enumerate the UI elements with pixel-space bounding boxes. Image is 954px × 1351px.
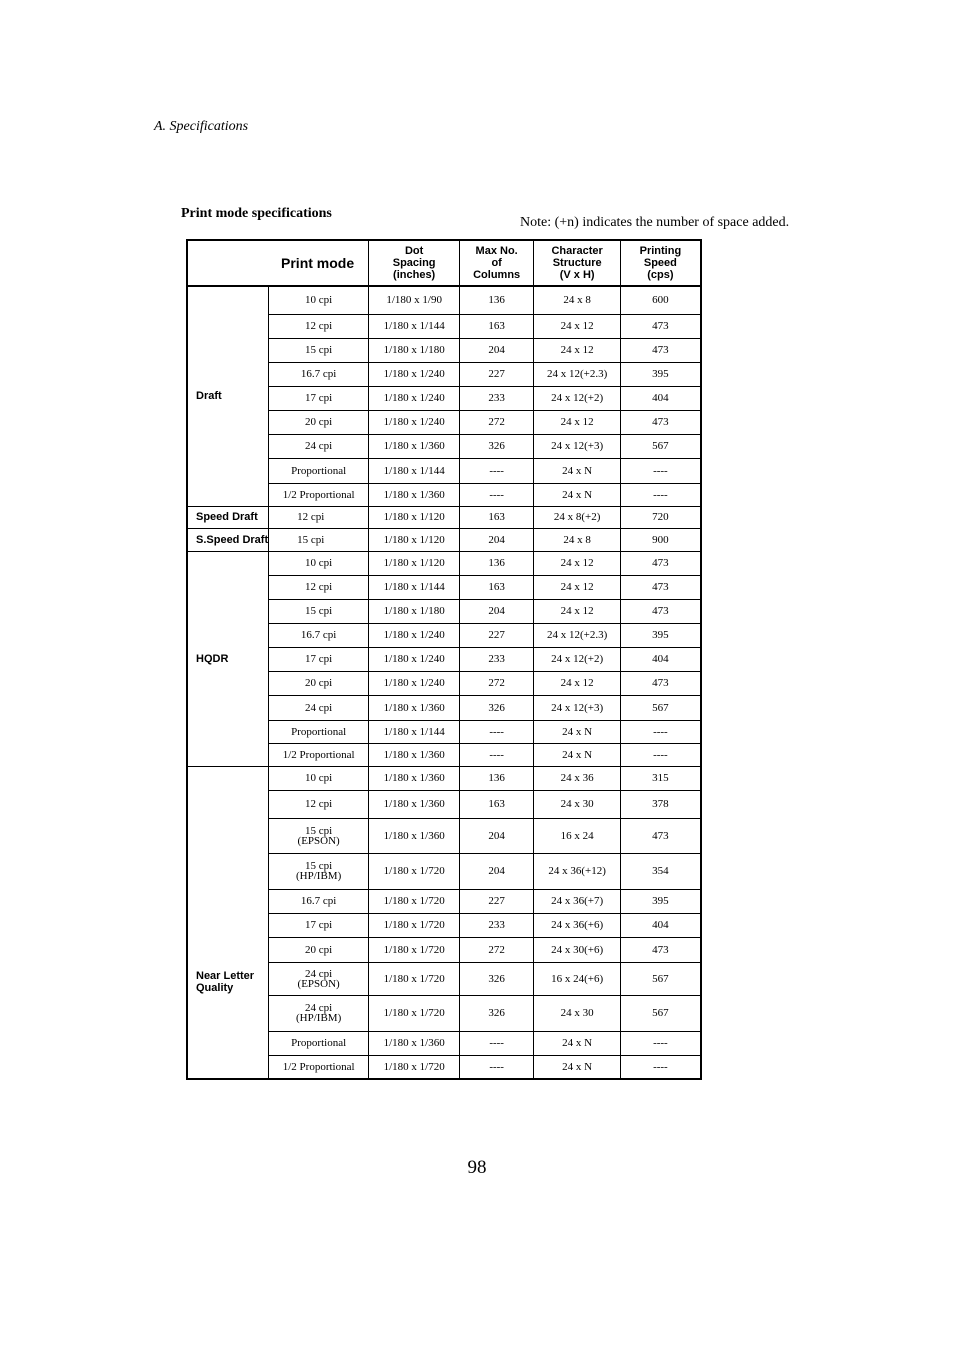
header-line: Spacing bbox=[392, 257, 436, 269]
pitch-cell: 15 cpi bbox=[269, 599, 369, 623]
printing-speed-cell: ---- bbox=[621, 483, 701, 506]
table-row bbox=[187, 286, 701, 314]
pitch-cell: 12 cpi bbox=[269, 506, 369, 528]
max-columns-cell: 227 bbox=[460, 623, 534, 647]
printing-speed-cell: 473 bbox=[621, 338, 701, 362]
dot-spacing-cell: 1/180 x 1/360 bbox=[369, 434, 460, 458]
header-line: of bbox=[491, 257, 502, 269]
dot-spacing-cell: 1/180 x 1/180 bbox=[369, 338, 460, 362]
max-columns-cell: ---- bbox=[460, 1055, 534, 1079]
pitch-cell: 16.7 cpi bbox=[269, 362, 369, 386]
printing-speed-cell: ---- bbox=[621, 1031, 701, 1055]
printing-speed-cell: 473 bbox=[621, 818, 701, 853]
dot-spacing-cell: 1/180 x 1/720 bbox=[369, 995, 460, 1031]
mode-group-label: S.Speed Draft bbox=[187, 528, 269, 551]
dot-spacing-cell: 1/180 x 1/240 bbox=[369, 623, 460, 647]
dot-spacing-cell: 1/180 x 1/720 bbox=[369, 937, 460, 962]
dot-spacing-cell: 1/180 x 1/240 bbox=[369, 647, 460, 671]
printing-speed-cell: 354 bbox=[621, 853, 701, 889]
dot-spacing-cell: 1/180 x 1/144 bbox=[369, 575, 460, 599]
pitch-cell: Proportional bbox=[269, 1031, 369, 1055]
printing-speed-cell: 473 bbox=[621, 575, 701, 599]
dot-spacing-cell: 1/180 x 1/360 bbox=[369, 790, 460, 818]
dot-spacing-cell: 1/180 x 1/240 bbox=[369, 386, 460, 410]
pitch-cell: Proportional bbox=[269, 458, 369, 483]
pitch-cell: 16.7 cpi bbox=[269, 889, 369, 913]
char-structure-cell: 24 x 12 bbox=[534, 575, 621, 599]
page-number: 98 bbox=[467, 1157, 487, 1178]
printing-speed-cell: 567 bbox=[621, 434, 701, 458]
header-print-mode: Print mode bbox=[187, 240, 369, 286]
pitch-emulation: (EPSON) bbox=[297, 977, 340, 990]
table-note: Note: (+n) indicates the number of space added. bbox=[520, 215, 790, 230]
pitch-emulation: (EPSON) bbox=[297, 834, 340, 847]
header-max-columns bbox=[460, 240, 534, 286]
max-columns-cell: 163 bbox=[460, 506, 534, 528]
char-structure-cell: 24 x N bbox=[534, 1031, 621, 1055]
max-columns-cell: 136 bbox=[460, 766, 534, 790]
pitch-cell: 12 cpi bbox=[269, 790, 369, 818]
header-line: Max No. bbox=[475, 245, 518, 257]
max-columns-cell: 163 bbox=[460, 790, 534, 818]
max-columns-cell: 163 bbox=[460, 314, 534, 338]
char-structure-cell: 24 x 12(+3) bbox=[534, 434, 621, 458]
printing-speed-cell: 567 bbox=[621, 962, 701, 995]
max-columns-cell: 204 bbox=[460, 599, 534, 623]
pitch-cell: 20 cpi bbox=[269, 410, 369, 434]
pitch-cell: 12 cpi bbox=[269, 314, 369, 338]
char-structure-cell: 24 x 12(+2.3) bbox=[534, 623, 621, 647]
max-columns-cell: 227 bbox=[460, 889, 534, 913]
header-printing-speed bbox=[621, 240, 701, 286]
char-structure-cell: 24 x 36(+12) bbox=[534, 853, 621, 889]
max-columns-cell: 272 bbox=[460, 410, 534, 434]
max-columns-cell: ---- bbox=[460, 743, 534, 766]
pitch-cell: 15 cpi bbox=[269, 528, 369, 551]
pitch-cell: 17 cpi bbox=[269, 913, 369, 937]
char-structure-cell: 24 x N bbox=[534, 458, 621, 483]
printing-speed-cell: 720 bbox=[621, 506, 701, 528]
pitch-emulation: (HP/IBM) bbox=[296, 870, 342, 882]
max-columns-cell: 233 bbox=[460, 386, 534, 410]
pitch-cell: 12 cpi bbox=[269, 575, 369, 599]
pitch-cell bbox=[269, 853, 369, 889]
max-columns-cell: ---- bbox=[460, 483, 534, 506]
printing-speed-cell: 404 bbox=[621, 647, 701, 671]
pitch-emulation: (HP/IBM) bbox=[296, 1012, 342, 1024]
header-line: Columns bbox=[473, 269, 521, 281]
dot-spacing-cell: 1/180 x 1/120 bbox=[369, 528, 460, 551]
max-columns-cell: 326 bbox=[460, 434, 534, 458]
printing-speed-cell: 404 bbox=[621, 913, 701, 937]
header-line: (inches) bbox=[393, 269, 436, 281]
dot-spacing-cell: 1/180 x 1/120 bbox=[369, 506, 460, 528]
table-row bbox=[187, 506, 701, 528]
printing-speed-cell: 473 bbox=[621, 314, 701, 338]
char-structure-cell: 24 x 12(+3) bbox=[534, 695, 621, 720]
char-structure-cell: 16 x 24 bbox=[534, 818, 621, 853]
char-structure-cell: 24 x 30(+6) bbox=[534, 937, 621, 962]
header-line: Printing bbox=[639, 245, 682, 257]
max-columns-cell: 163 bbox=[460, 575, 534, 599]
header-line: Dot bbox=[404, 245, 424, 257]
pitch-cell bbox=[269, 962, 369, 995]
char-structure-cell: 24 x 30 bbox=[534, 790, 621, 818]
pitch-value: 15 cpi bbox=[305, 824, 333, 837]
dot-spacing-cell: 1/180 x 1/240 bbox=[369, 671, 460, 695]
header-line: (V x H) bbox=[559, 269, 595, 281]
max-columns-cell: 326 bbox=[460, 995, 534, 1031]
dot-spacing-cell: 1/180 x 1/360 bbox=[369, 766, 460, 790]
printing-speed-cell: 473 bbox=[621, 410, 701, 434]
char-structure-cell: 24 x 30 bbox=[534, 995, 621, 1031]
dot-spacing-cell: 1/180 x 1/720 bbox=[369, 913, 460, 937]
pitch-cell: 16.7 cpi bbox=[269, 623, 369, 647]
printing-speed-cell: 600 bbox=[621, 286, 701, 314]
char-structure-cell: 24 x 12 bbox=[534, 599, 621, 623]
pitch-cell: Proportional bbox=[269, 720, 369, 743]
char-structure-cell: 24 x 36 bbox=[534, 766, 621, 790]
char-structure-cell: 24 x 36(+6) bbox=[534, 913, 621, 937]
pitch-cell: 1/2 Proportional bbox=[269, 483, 369, 506]
mode-group-label: Draft bbox=[187, 286, 269, 506]
char-structure-cell: 24 x N bbox=[534, 720, 621, 743]
dot-spacing-cell: 1/180 x 1/240 bbox=[369, 362, 460, 386]
char-structure-cell: 24 x 12(+2) bbox=[534, 647, 621, 671]
max-columns-cell: 233 bbox=[460, 913, 534, 937]
pitch-cell: 15 cpi bbox=[269, 338, 369, 362]
printing-speed-cell: 315 bbox=[621, 766, 701, 790]
max-columns-cell: ---- bbox=[460, 1031, 534, 1055]
max-columns-cell: 233 bbox=[460, 647, 534, 671]
char-structure-cell: 24 x 8(+2) bbox=[534, 506, 621, 528]
mode-group-label: Speed Draft bbox=[187, 506, 269, 528]
printing-speed-cell: 473 bbox=[621, 599, 701, 623]
header-line: Speed bbox=[643, 257, 677, 269]
printing-speed-cell: 473 bbox=[621, 937, 701, 962]
char-structure-cell: 24 x 12(+2) bbox=[534, 386, 621, 410]
pitch-value: 24 cpi bbox=[305, 967, 333, 980]
header-line: Character bbox=[551, 245, 603, 257]
max-columns-cell: ---- bbox=[460, 720, 534, 743]
dot-spacing-cell: 1/180 x 1/144 bbox=[369, 314, 460, 338]
printing-speed-cell: 473 bbox=[621, 551, 701, 575]
dot-spacing-cell: 1/180 x 1/180 bbox=[369, 599, 460, 623]
dot-spacing-cell: 1/180 x 1/720 bbox=[369, 853, 460, 889]
char-structure-cell: 24 x 12 bbox=[534, 338, 621, 362]
char-structure-cell: 24 x 36(+7) bbox=[534, 889, 621, 913]
char-structure-cell: 24 x 8 bbox=[534, 528, 621, 551]
table-row bbox=[187, 766, 701, 790]
dot-spacing-cell: 1/180 x 1/144 bbox=[369, 720, 460, 743]
printing-speed-cell: 395 bbox=[621, 623, 701, 647]
pitch-cell bbox=[269, 818, 369, 853]
dot-spacing-cell: 1/180 x 1/360 bbox=[369, 1031, 460, 1055]
printing-speed-cell: 395 bbox=[621, 889, 701, 913]
char-structure-cell: 24 x N bbox=[534, 483, 621, 506]
max-columns-cell: 136 bbox=[460, 551, 534, 575]
char-structure-cell: 24 x 12 bbox=[534, 551, 621, 575]
pitch-cell: 20 cpi bbox=[269, 937, 369, 962]
print-mode-table bbox=[186, 239, 702, 1080]
pitch-cell: 17 cpi bbox=[269, 386, 369, 410]
char-structure-cell: 24 x 12(+2.3) bbox=[534, 362, 621, 386]
char-structure-cell: 24 x 12 bbox=[534, 671, 621, 695]
max-columns-cell: 272 bbox=[460, 671, 534, 695]
pitch-cell: 10 cpi bbox=[269, 766, 369, 790]
pitch-cell: 1/2 Proportional bbox=[269, 1055, 369, 1079]
max-columns-cell: 272 bbox=[460, 937, 534, 962]
table-row bbox=[187, 528, 701, 551]
mode-group-label: Near Letter Quality bbox=[187, 766, 269, 1079]
printing-speed-cell: ---- bbox=[621, 458, 701, 483]
char-structure-cell: 24 x 8 bbox=[534, 286, 621, 314]
char-structure-cell: 24 x N bbox=[534, 743, 621, 766]
printing-speed-cell: 900 bbox=[621, 528, 701, 551]
printing-speed-cell: ---- bbox=[621, 743, 701, 766]
printing-speed-cell: ---- bbox=[621, 1055, 701, 1079]
pitch-cell bbox=[269, 995, 369, 1031]
pitch-cell: 10 cpi bbox=[269, 551, 369, 575]
printing-speed-cell: 395 bbox=[621, 362, 701, 386]
pitch-value: 15 cpi bbox=[305, 860, 333, 872]
char-structure-cell: 24 x N bbox=[534, 1055, 621, 1079]
table-header-row bbox=[187, 240, 701, 286]
dot-spacing-cell: 1/180 x 1/720 bbox=[369, 889, 460, 913]
pitch-value: 24 cpi bbox=[305, 1002, 333, 1014]
printing-speed-cell: 567 bbox=[621, 995, 701, 1031]
table-body bbox=[187, 286, 701, 1079]
pitch-cell: 24 cpi bbox=[269, 695, 369, 720]
header-line: (cps) bbox=[647, 269, 674, 281]
max-columns-cell: 326 bbox=[460, 962, 534, 995]
max-columns-cell: ---- bbox=[460, 458, 534, 483]
dot-spacing-cell: 1/180 x 1/720 bbox=[369, 962, 460, 995]
header-line: Structure bbox=[552, 257, 602, 269]
dot-spacing-cell: 1/180 x 1/240 bbox=[369, 410, 460, 434]
max-columns-cell: 204 bbox=[460, 853, 534, 889]
dot-spacing-cell: 1/180 x 1/360 bbox=[369, 818, 460, 853]
pitch-cell: 1/2 Proportional bbox=[269, 743, 369, 766]
mode-group-label: HQDR bbox=[187, 551, 269, 766]
header-dot-spacing bbox=[369, 240, 460, 286]
char-structure-cell: 24 x 12 bbox=[534, 314, 621, 338]
char-structure-cell: 16 x 24(+6) bbox=[534, 962, 621, 995]
printing-speed-cell: 378 bbox=[621, 790, 701, 818]
max-columns-cell: 326 bbox=[460, 695, 534, 720]
max-columns-cell: 204 bbox=[460, 818, 534, 853]
dot-spacing-cell: 1/180 x 1/360 bbox=[369, 695, 460, 720]
dot-spacing-cell: 1/180 x 1/90 bbox=[369, 286, 460, 314]
pitch-cell: 24 cpi bbox=[269, 434, 369, 458]
char-structure-cell: 24 x 12 bbox=[534, 410, 621, 434]
dot-spacing-cell: 1/180 x 1/720 bbox=[369, 1055, 460, 1079]
max-columns-cell: 227 bbox=[460, 362, 534, 386]
dot-spacing-cell: 1/180 x 1/144 bbox=[369, 458, 460, 483]
pitch-cell: 17 cpi bbox=[269, 647, 369, 671]
header-char-structure bbox=[534, 240, 621, 286]
dot-spacing-cell: 1/180 x 1/120 bbox=[369, 551, 460, 575]
dot-spacing-cell: 1/180 x 1/360 bbox=[369, 483, 460, 506]
running-head: A. Specifications bbox=[154, 119, 249, 134]
max-columns-cell: 204 bbox=[460, 528, 534, 551]
printing-speed-cell: ---- bbox=[621, 720, 701, 743]
table-row bbox=[187, 551, 701, 575]
printing-speed-cell: 404 bbox=[621, 386, 701, 410]
printing-speed-cell: 473 bbox=[621, 671, 701, 695]
max-columns-cell: 204 bbox=[460, 338, 534, 362]
pitch-cell: 20 cpi bbox=[269, 671, 369, 695]
max-columns-cell: 136 bbox=[460, 286, 534, 314]
section-title: Print mode specifications bbox=[181, 206, 332, 221]
dot-spacing-cell: 1/180 x 1/360 bbox=[369, 743, 460, 766]
pitch-cell: 10 cpi bbox=[269, 286, 369, 314]
printing-speed-cell: 567 bbox=[621, 695, 701, 720]
